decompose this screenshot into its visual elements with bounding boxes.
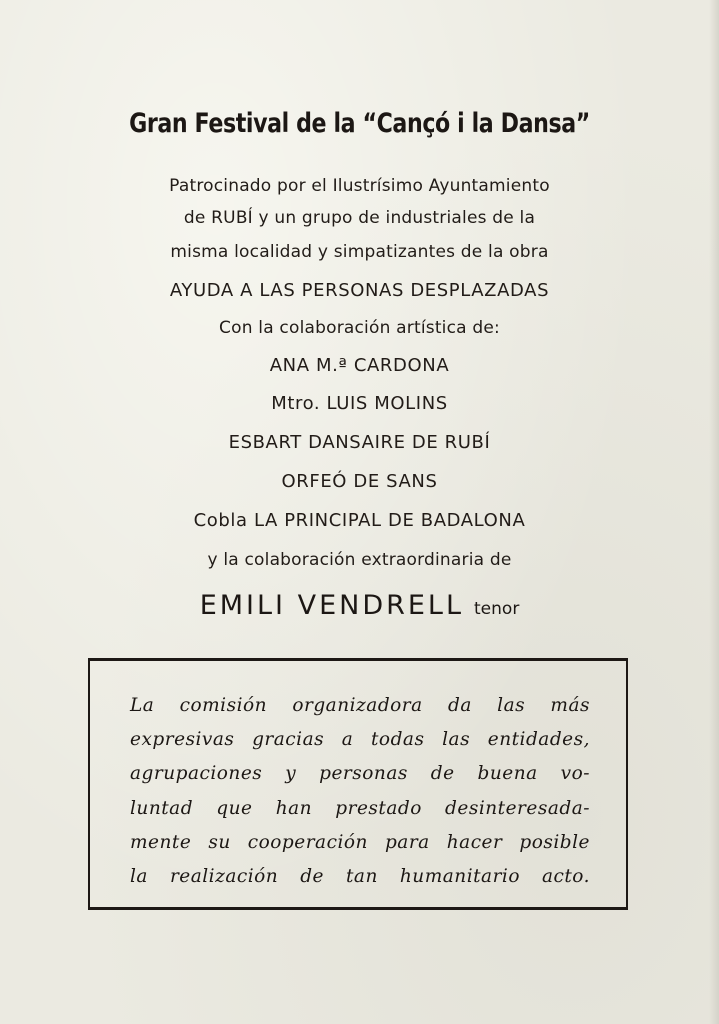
thanks-line: mente su cooperación para hacer posible — [130, 831, 590, 853]
artist-line: Cobla LA PRINCIPAL DE BADALONA — [193, 510, 526, 531]
artist-line: Mtro. LUIS MOLINS — [271, 393, 448, 414]
featured-performer — [0, 590, 719, 621]
extra-collaboration-line: y la colaboración extraordinaria de — [207, 550, 512, 570]
thanks-line: La comisión organizadora da las más — [130, 695, 590, 716]
artist-line: ESBART DANSAIRE DE RUBÍ — [228, 432, 491, 453]
collaboration-intro: Con la colaboración artística de: — [219, 318, 500, 338]
thanks-line: luntad que han prestado desinteresada- — [130, 797, 590, 819]
thanks-text — [130, 689, 590, 894]
artist-line: ANA M.ª CARDONA — [269, 355, 450, 376]
intro-line: Patrocinado por el Ilustrísimo Ayuntamiento — [169, 176, 550, 196]
thanks-box — [88, 658, 628, 910]
intro-line: misma localidad y simpatizantes de la obra — [170, 242, 549, 262]
thanks-line: agrupaciones y personas de buena vo- — [130, 763, 590, 785]
featured-role: tenor — [474, 599, 520, 619]
featured-name: EMILI VENDRELL — [199, 590, 465, 621]
thanks-line: expresivas gracias a todas las entidades, — [130, 729, 590, 751]
intro-line: de RUBÍ y un grupo de industriales de la — [183, 208, 536, 228]
festival-title: Gran Festival de la “Cançó i la Dansa” — [129, 108, 590, 139]
thanks-line: la realización de tan humanitario acto. — [130, 866, 590, 888]
artist-line: ORFEÓ DE SANS — [281, 471, 438, 492]
cause-heading: AYUDA A LAS PERSONAS DESPLAZADAS — [169, 280, 550, 301]
